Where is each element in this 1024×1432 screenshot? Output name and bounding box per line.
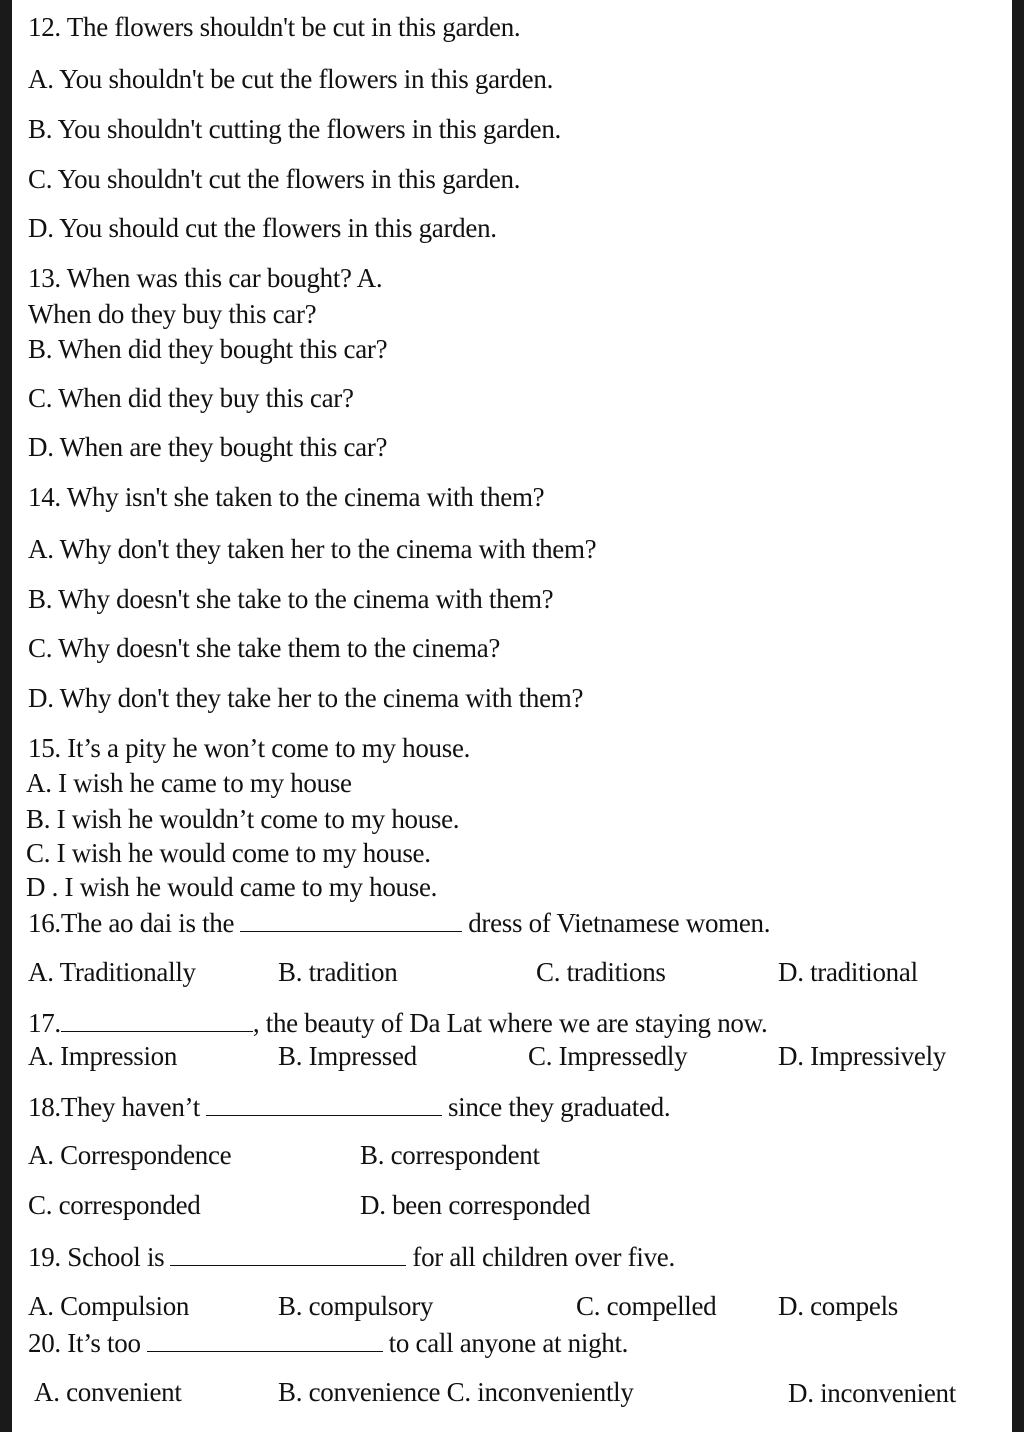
- q15-option-d: D . I wish he would came to my house.: [26, 872, 438, 902]
- q13-option-c: C. When did they buy this car?: [28, 383, 354, 413]
- q12-stem: 12. The flowers shouldn't be cut in this garden.: [28, 12, 521, 42]
- q14-stem: 14. Why isn't she taken to the cinema with them?: [28, 482, 545, 512]
- q13-option-b: B. When did they bought this car?: [28, 334, 388, 364]
- q12-option-d: D. You should cut the flowers in this garden.: [28, 213, 497, 243]
- q17-answer-blank: [61, 1009, 253, 1032]
- q18-stem-after: since they graduated.: [447, 1092, 671, 1122]
- q18-option-a: A. Correspondence: [28, 1140, 232, 1170]
- q16-option-b: B. tradition: [278, 957, 398, 987]
- q19-option-a: A. Compulsion: [28, 1291, 190, 1321]
- q19-stem: [28, 1243, 675, 1271]
- q19-stem-after: for all children over five.: [412, 1242, 675, 1272]
- q12-option-a: A. You shouldn't be cut the flowers in this garden.: [28, 64, 554, 94]
- q18-stem-before: 18.They haven’t: [28, 1092, 200, 1122]
- q20-stem: [28, 1329, 628, 1357]
- q19-answer-blank: [170, 1243, 406, 1266]
- q14-option-d: D. Why don't they take her to the cinema with them?: [28, 683, 584, 713]
- q18-stem: [28, 1093, 670, 1121]
- q15-stem: 15. It’s a pity he won’t come to my house.: [28, 733, 471, 763]
- q14-option-a: A. Why don't they taken her to the cinema with them?: [28, 534, 597, 564]
- q15-option-a: A. I wish he came to my house: [26, 768, 352, 798]
- q18-option-d: D. been corresponded: [360, 1190, 591, 1220]
- q18-answer-blank: [206, 1093, 442, 1116]
- q13-stem: 13. When was this car bought? A.: [28, 263, 383, 293]
- q20-option-b-c: B. convenience C. inconveniently: [278, 1377, 634, 1407]
- q17-option-b: B. Impressed: [278, 1041, 417, 1071]
- q19-stem-before: 19. School is: [28, 1242, 165, 1272]
- q18-option-b: B. correspondent: [360, 1140, 540, 1170]
- q20-option-a: A. convenient: [34, 1377, 182, 1407]
- q16-stem-before: 16.The ao dai is the: [28, 908, 235, 938]
- q15-option-b: B. I wish he wouldn’t come to my house.: [26, 804, 460, 834]
- q20-stem-before: 20. It’s too: [28, 1328, 141, 1358]
- q13-option-a: When do they buy this car?: [28, 299, 317, 329]
- q17-stem: [28, 1009, 768, 1037]
- q16-option-a: A. Traditionally: [28, 957, 196, 987]
- q14-option-c: C. Why doesn't she take them to the cinema?: [28, 633, 501, 663]
- q14-option-b: B. Why doesn't she take to the cinema with them?: [28, 584, 554, 614]
- q19-option-c: C. compelled: [576, 1291, 717, 1321]
- worksheet-page: [12, 0, 1012, 1432]
- q17-stem-after: , the beauty of Da Lat where we are staying now.: [252, 1008, 768, 1038]
- q19-option-b: B. compulsory: [278, 1291, 434, 1321]
- q17-option-a: A. Impression: [28, 1041, 178, 1071]
- q13-option-d: D. When are they bought this car?: [28, 432, 388, 462]
- q19-option-d: D. compels: [778, 1291, 898, 1321]
- q16-stem: [28, 909, 770, 937]
- q20-option-d: D. inconvenient: [788, 1378, 956, 1408]
- q17-stem-before: 17.: [28, 1008, 61, 1038]
- q17-option-d: D. Impressively: [778, 1041, 946, 1071]
- q16-option-d: D. traditional: [778, 957, 918, 987]
- q20-answer-blank: [147, 1329, 383, 1352]
- q16-option-c: C. traditions: [536, 957, 666, 987]
- q18-option-c: C. corresponded: [28, 1190, 201, 1220]
- q20-stem-after: to call anyone at night.: [388, 1328, 629, 1358]
- q16-answer-blank: [240, 909, 462, 932]
- q12-option-b: B. You shouldn't cutting the flowers in this garden.: [28, 114, 561, 144]
- q15-option-c: C. I wish he would come to my house.: [26, 838, 431, 868]
- q17-option-c: C. Impressedly: [528, 1041, 688, 1071]
- q16-stem-after: dress of Vietnamese women.: [468, 908, 771, 938]
- q12-option-c: C. You shouldn't cut the flowers in this garden.: [28, 164, 521, 194]
